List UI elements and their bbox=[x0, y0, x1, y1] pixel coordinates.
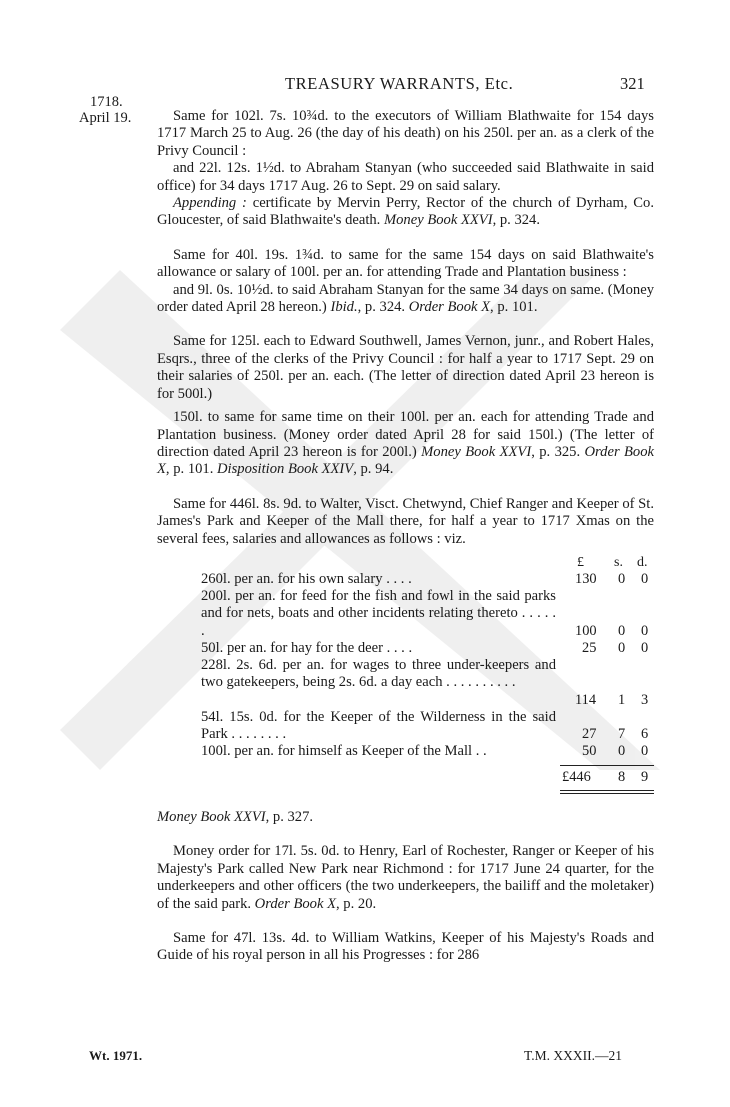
ref-order-book: Order Book X bbox=[157, 443, 655, 478]
row-desc: 260l. per an. for his own salary . . . . bbox=[201, 570, 412, 587]
ref-tail: , p. 101. bbox=[165, 461, 217, 478]
margin-year: 1718. bbox=[90, 94, 123, 110]
row-pence: 0 bbox=[641, 639, 649, 656]
col-pounds: £ bbox=[577, 554, 584, 570]
row-shillings: 0 bbox=[618, 622, 626, 639]
appending-text: certificate by Mervin Perry, Rector of the church of Dyrham, Co. Gloucester, of said Blathwaite's death. bbox=[157, 195, 654, 229]
row-pence: 0 bbox=[641, 622, 649, 639]
row-pence: 3 bbox=[641, 691, 649, 708]
ref-money-book: Money Book XXVI bbox=[383, 212, 493, 229]
document-body bbox=[157, 108, 654, 965]
row-pounds: 50 bbox=[582, 742, 597, 759]
row-pounds: 130 bbox=[575, 570, 597, 587]
ref-tail: , p. 20. bbox=[336, 895, 377, 912]
ref-disposition-book: Disposition Book XXIV bbox=[217, 461, 354, 478]
entry-3-text: 150l. to same for same time on their 100l. per an. each for attending Trade and Plantation business. (Money order dated April 28 for said 150l.) (The letter of direction dated April 23 hereon is for 200l.) bbox=[157, 409, 654, 460]
row-desc: 50l. per an. for hay for the deer . . . . bbox=[201, 639, 413, 656]
entry-1-appending bbox=[157, 195, 654, 230]
entry-2-para-2 bbox=[157, 282, 654, 317]
page-number: 321 bbox=[620, 74, 645, 93]
allowances-table bbox=[157, 554, 654, 787]
entry-5-text: Money order for 17l. 5s. 0d. to Henry, Earl of Rochester, Ranger or Keeper of his Majesty's Park called New Park near Richmond : for 1717 June 24 quarter, for the underkeepers and other officers (the two underkeepers, the bailiff and the moletaker) of the said park. bbox=[157, 843, 654, 912]
row-pence: 6 bbox=[641, 725, 649, 742]
table-row bbox=[201, 640, 556, 657]
table-row bbox=[201, 743, 556, 760]
entry-3-para-1: Same for 125l. each to Edward Southwell, James Vernon, junr., and Robert Hales, Esqrs., three of the clerks of the Privy Council : for half a year to 1717 Sept. 29 on their salaries of 250l. per an. each. (The letter of direction dated April 23 hereon is for 500l.) bbox=[157, 333, 654, 402]
total-pence: 9 bbox=[641, 768, 649, 785]
entry-1-para-2: and 22l. 12s. 1½d. to Abraham Stanyan (who succeeded said Blathwaite in said office) for 34 days 1717 Aug. 26 to Sept. 29 on said salary. bbox=[157, 160, 654, 194]
entry-1-para-1: Same for 102l. 7s. 10¾d. to the executors of William Blathwaite for 154 days 1717 March 25 to Aug. 26 (the day of his death) on his 250l. per an. as a clerk of the Privy Council : bbox=[157, 108, 654, 159]
row-shillings: 1 bbox=[618, 691, 626, 708]
entry-6: Same for 47l. 13s. 4d. to William Watkins, Keeper of his Majesty's Roads and Guide of his royal person in all his Progresses : for 286 bbox=[157, 929, 654, 964]
entry-5 bbox=[157, 843, 654, 913]
row-shillings: 0 bbox=[618, 742, 626, 759]
total-shillings: 8 bbox=[618, 768, 626, 785]
row-shillings: 0 bbox=[618, 570, 626, 587]
ref-tail: , p. 94. bbox=[353, 461, 394, 478]
row-pounds: 114 bbox=[575, 691, 597, 708]
sum-rule bbox=[560, 765, 654, 766]
table-row bbox=[201, 657, 556, 692]
footer-right: T.M. XXXII.—21 bbox=[524, 1048, 622, 1063]
row-desc: 200l. per an. for feed for the fish and fowl in the said parks and for nets, boats and other incidents relating thereto . . . . . . bbox=[201, 587, 556, 639]
entry-2-text: and 9l. 0s. 10½d. to said Abraham Stanyan for the same 34 days on same. (Money order dated April 28 hereon.) bbox=[157, 281, 654, 316]
ref-ibid: Ibid. bbox=[330, 299, 358, 316]
page-header bbox=[0, 74, 730, 94]
table-row bbox=[201, 709, 556, 744]
table-row bbox=[201, 571, 556, 588]
ref-tail: , p. 324. bbox=[492, 212, 540, 229]
margin-date: April 19. bbox=[79, 110, 132, 126]
row-shillings: 0 bbox=[618, 639, 626, 656]
ref-tail: , p. 325. bbox=[531, 443, 585, 460]
col-shillings: s. bbox=[614, 554, 623, 570]
ref-money-book: Money Book XXVI bbox=[421, 443, 532, 460]
ref-order-book: Order Book X bbox=[408, 299, 491, 316]
entry-4-para-1: Same for 446l. 8s. 9d. to Walter, Visct. Chetwynd, Chief Ranger and Keeper of St. James's Park and Keeper of the Mall there, for half a year to 1717 Xmas on the several fees, salaries and allowances as follows : viz. bbox=[157, 495, 654, 547]
entry-2-para-1: Same for 40l. 19s. 1¾d. to same for the same 154 days on said Blathwaite's allowance or salary of 100l. per an. for attending Trade and Plantation business : bbox=[157, 246, 654, 281]
entry-3-para-2 bbox=[157, 409, 654, 479]
ref-tail: , p. 327. bbox=[265, 808, 314, 825]
running-head: TREASURY WARRANTS, Etc. bbox=[285, 74, 514, 93]
row-pounds: 27 bbox=[582, 725, 597, 742]
row-pounds: 25 bbox=[582, 639, 597, 656]
row-desc: 100l. per an. for himself as Keeper of the Mall . . bbox=[201, 742, 487, 759]
total-double-rule bbox=[560, 790, 654, 791]
col-pence: d. bbox=[637, 554, 648, 570]
row-desc: 228l. 2s. 6d. per an. for wages to three under-keepers and two gatekeepers, being 2s. 6d. a day each . . . . . . . . . . bbox=[201, 656, 556, 691]
footer-left: Wt. 1971. bbox=[89, 1048, 143, 1063]
ref-money-book: Money Book XXVI bbox=[157, 808, 266, 825]
table-row bbox=[201, 588, 556, 640]
total-double-rule bbox=[560, 793, 654, 794]
appending-label: Appending : bbox=[173, 195, 247, 212]
ref-ibid-tail: , p. 324. bbox=[357, 299, 406, 316]
total-pounds: £446 bbox=[562, 768, 591, 785]
ref-tail: , p. 101. bbox=[490, 299, 538, 316]
ref-order-book: Order Book X bbox=[254, 895, 336, 912]
row-pence: 0 bbox=[641, 742, 649, 759]
row-shillings: 7 bbox=[618, 725, 626, 742]
row-pounds: 100 bbox=[575, 622, 597, 639]
row-desc: 54l. 15s. 0d. for the Keeper of the Wilderness in the said Park . . . . . . . . bbox=[201, 708, 556, 743]
after-table-ref bbox=[157, 809, 654, 826]
row-pence: 0 bbox=[641, 570, 649, 587]
